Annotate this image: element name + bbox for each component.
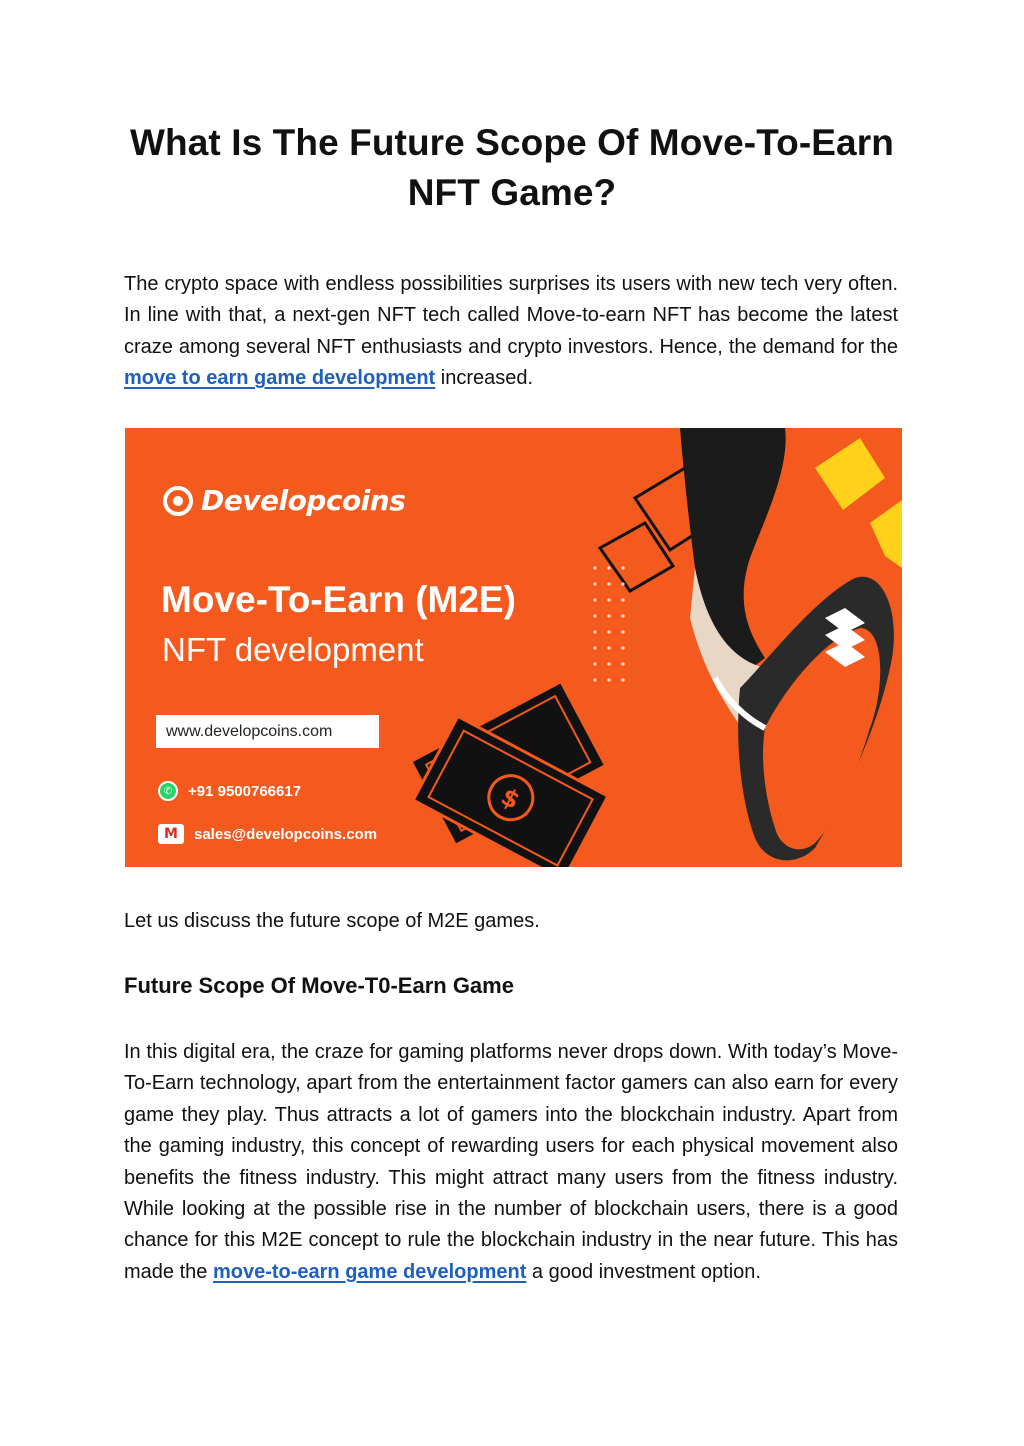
section-text-after-link: a good investment option.	[526, 1260, 761, 1283]
svg-text:$: $	[496, 782, 525, 815]
section-heading: Future Scope Of Move-T0-Earn Game	[124, 973, 514, 998]
banner-title: Move-To-Earn (M2E)	[161, 579, 516, 620]
section-text-before-link: In this digital era, the craze for gaming platforms never drops down. With today’s Move-To-Earn technology, apart from the entertainment factor gamers can also earn for every game they play. Thus attracts a lot of gamers into the blockchain industry. Apart from the gaming industry, this concept of rewarding users for each physical movement also benefits the fitness industry. This might attract many users from the fitness industry. While looking at the possible rise in the number of blockchain users, there is a good chance for this M2E concept to rule the blockchain industry in the near future. This has made the	[124, 1041, 898, 1283]
yellow-diamond-1	[815, 438, 885, 510]
yellow-diamond-2	[870, 500, 902, 568]
outline-diamond-2	[600, 523, 673, 591]
banner-brand-name: Developcoins	[201, 484, 406, 517]
developcoins-logo-icon	[163, 486, 193, 516]
discuss-paragraph: Let us discuss the future scope of M2E games.	[124, 910, 540, 932]
section-paragraph	[124, 1037, 898, 1288]
m2e-banner-image	[125, 428, 902, 867]
banner-phone: +91 9500766617	[188, 782, 302, 800]
banner-url: www.developcoins.com	[156, 715, 379, 748]
banner-email: sales@developcoins.com	[194, 825, 378, 843]
dot-grid	[593, 566, 624, 681]
gmail-icon: M	[158, 824, 184, 844]
banner-brand	[163, 484, 405, 517]
move-to-earn-development-link[interactable]: move-to-earn game development	[212, 1260, 527, 1283]
cash-stack-icon	[411, 682, 608, 867]
whatsapp-icon: ✆	[158, 781, 178, 801]
intro-text-before-link: The crypto space with endless possibilities surprises its users with new tech very often. In line with that, a next-gen NFT tech called Move-to-earn NFT has become the latest craze among several NFT enthusiasts and crypto investors. Hence, the demand for the	[124, 273, 898, 358]
intro-paragraph	[124, 269, 898, 395]
banner-subtitle: NFT development	[162, 631, 424, 668]
intro-text-after-link: increased.	[435, 367, 534, 390]
banner-email-row	[158, 824, 377, 844]
banner-phone-row	[158, 781, 301, 801]
document-title: What Is The Future Scope Of Move-To-Earn NFT Game?	[130, 122, 894, 213]
move-to-earn-link[interactable]: move to earn game development	[124, 367, 436, 390]
